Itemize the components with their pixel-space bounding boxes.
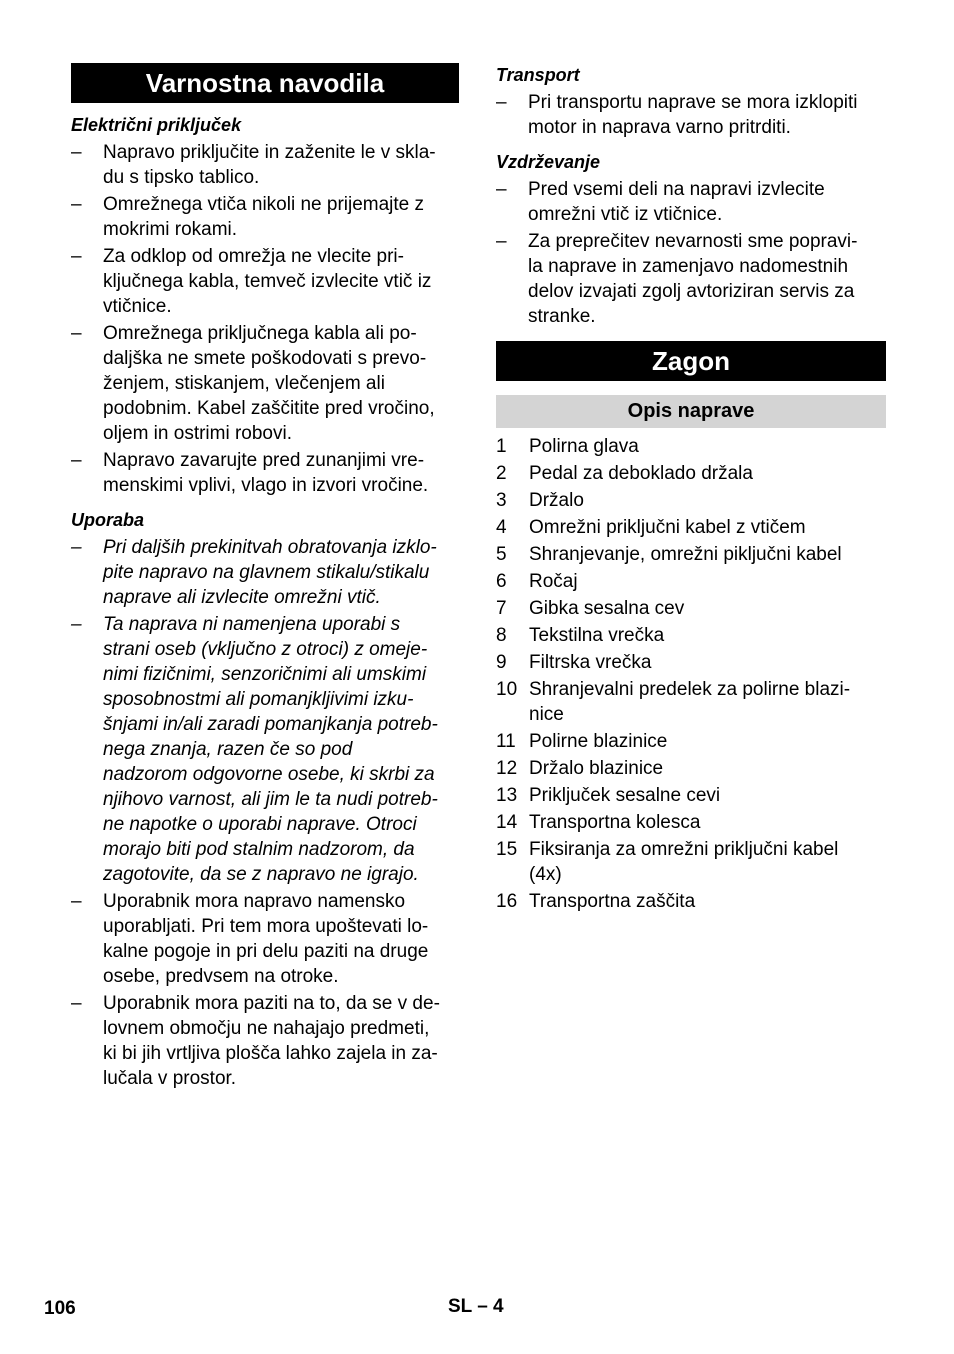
list-item-text: Ta naprava ni namenjena uporabi s strani oseb (vključno z otroci) z omeje- nimi fizičnimi, senzoričnimi ali umskimi sposobnostmi ali pomanjkljivimi izku- šnjami in/ali zaradi pomanjkanja potreb- nega znanja, razen če so pod nadzorom odgovorne osebe, ki skrbi za njihovo varnost, ali jim le ta nudi potreb- ne napotke o uporabi naprave. Otroci morajo biti pod stalnim nadzorom, da zagotovite, da se z napravo ne igrajo.	[103, 614, 438, 885]
list-item	[71, 448, 459, 498]
subheading: Vzdrževanje	[496, 152, 601, 172]
list-item	[71, 889, 459, 989]
part-label: Držalo blazinice	[529, 758, 664, 779]
part-label: Shranjevalni predelek za polirne blazi- nice	[529, 679, 851, 725]
list-item-text: Omrežnega priključnega kabla ali po- daljška ne smete poškodovati s prevo- ženjem, stiskanjem, vlečenjem ali podobnim. Kabel zaščitite pred vročino, oljem in ostrimi robovi.	[103, 323, 435, 444]
list-item	[71, 535, 459, 610]
list-item-text: Omrežnega vtiča nikoli ne prijemajte z mokrimi rokami.	[103, 194, 425, 240]
part-item	[496, 810, 886, 835]
list-item-text: Pri daljših prekinitvah obratovanja izklo- pite napravo na glavnem stikalu/stikalu naprave ali izvlecite omrežni vtič.	[103, 537, 437, 608]
part-label: Omrežni priključni kabel z vtičem	[529, 517, 806, 538]
part-item	[496, 515, 886, 540]
part-number: 1	[496, 436, 507, 457]
dash-marker: –	[71, 246, 82, 267]
left-sections	[71, 113, 459, 1091]
dash-marker: –	[71, 614, 82, 635]
part-item	[496, 783, 886, 808]
part-number: 8	[496, 625, 507, 646]
part-item	[496, 623, 886, 648]
list-item-text: Uporabnik mora paziti na to, da se v de- lovnem območju ne nahajajo predmeti, ki bi jih vrtljiva plošča lahko zajela in za- lučala v prostor.	[103, 993, 440, 1089]
part-number: 16	[496, 891, 518, 912]
part-number: 14	[496, 812, 518, 833]
part-number: 15	[496, 839, 518, 860]
part-label: Fiksiranja za omrežni priključni kabel (4x)	[529, 839, 839, 885]
part-label: Polirna glava	[529, 436, 639, 457]
list-item	[71, 321, 459, 446]
part-item	[496, 488, 886, 513]
list-item-text: Za odklop od omrežja ne vlecite pri- ključnega kabla, temveč izvlecite vtič iz vtičnice.	[103, 246, 432, 317]
section-title-startup: Zagon	[496, 341, 886, 381]
part-label: Pedal za deboklado držala	[529, 463, 753, 484]
dash-marker: –	[496, 92, 507, 113]
part-label: Ročaj	[529, 571, 578, 592]
list-item	[496, 177, 886, 227]
subheading: Uporaba	[71, 510, 145, 530]
part-number: 9	[496, 652, 507, 673]
subsection-banner-device-description: Opis naprave	[496, 395, 886, 428]
left-column	[71, 63, 459, 1093]
part-label: Shranjevanje, omrežni piključni kabel	[529, 544, 842, 565]
dash-marker: –	[71, 891, 82, 912]
part-number: 2	[496, 463, 507, 484]
dash-marker: –	[71, 993, 82, 1014]
part-item	[496, 677, 886, 727]
part-label: Priključek sesalne cevi	[529, 785, 721, 806]
list-item	[71, 192, 459, 242]
part-number: 10	[496, 679, 518, 700]
list-item	[71, 244, 459, 319]
dash-marker: –	[71, 323, 82, 344]
part-item	[496, 729, 886, 754]
dash-marker: –	[71, 142, 82, 163]
bullet-list	[71, 535, 459, 1091]
list-item	[71, 612, 459, 887]
list-item	[496, 90, 886, 140]
part-label: Transportna kolesca	[529, 812, 701, 833]
part-number: 7	[496, 598, 507, 619]
list-item	[71, 991, 459, 1091]
part-item	[496, 434, 886, 459]
bullet-list	[496, 90, 886, 140]
language-page-label: SL – 4	[448, 1296, 504, 1317]
part-item	[496, 889, 886, 914]
part-item	[496, 569, 886, 594]
dash-marker: –	[496, 179, 507, 200]
part-item	[496, 461, 886, 486]
page-number: 106	[44, 1298, 76, 1319]
list-item-text: Za preprečitev nevarnosti sme popravi- la naprave in zamenjavo nadomestnih delov izvajati zgolj avtoriziran servis za stranke.	[528, 231, 858, 327]
bullet-list	[71, 140, 459, 498]
parts-list	[496, 434, 886, 914]
part-label: Gibka sesalna cev	[529, 598, 685, 619]
list-item-text: Pri transportu naprave se mora izklopiti motor in naprava varno pritrditi.	[528, 92, 858, 138]
part-item	[496, 756, 886, 781]
part-number: 11	[496, 731, 516, 752]
bullet-list	[496, 177, 886, 329]
part-label: Transportna zaščita	[529, 891, 696, 912]
subheading: Transport	[496, 65, 580, 85]
list-item	[496, 229, 886, 329]
list-item-text: Napravo zavarujte pred zunanjimi vre- menskimi vplivi, vlago in izvori vročine.	[103, 450, 429, 496]
part-label: Filtrska vrečka	[529, 652, 652, 673]
part-number: 5	[496, 544, 507, 565]
right-column	[496, 63, 886, 916]
dash-marker: –	[71, 537, 82, 558]
list-item-text: Pred vsemi deli na napravi izvlecite omrežni vtič iz vtičnice.	[528, 179, 825, 225]
list-item-text: Uporabnik mora napravo namensko uporabljati. Pri tem mora upoštevati lo- kalne pogoje in pri delu paziti na druge osebe, predvsem na otroke.	[103, 891, 429, 987]
part-number: 4	[496, 517, 507, 538]
part-item	[496, 542, 886, 567]
part-label: Tekstilna vrečka	[529, 625, 665, 646]
subheading: Električni priključek	[71, 115, 242, 135]
part-label: Polirne blazinice	[529, 731, 668, 752]
right-sections	[496, 63, 886, 329]
dash-marker: –	[71, 194, 82, 215]
dash-marker: –	[496, 231, 507, 252]
dash-marker: –	[71, 450, 82, 471]
list-item	[71, 140, 459, 190]
part-item	[496, 650, 886, 675]
part-item	[496, 596, 886, 621]
part-number: 12	[496, 758, 518, 779]
part-item	[496, 837, 886, 887]
part-number: 13	[496, 785, 518, 806]
part-number: 6	[496, 571, 507, 592]
list-item-text: Napravo priključite in zaženite le v skla- du s tipsko tablico.	[103, 142, 436, 188]
part-number: 3	[496, 490, 507, 511]
section-title-safety: Varnostna navodila	[71, 63, 459, 103]
part-label: Držalo	[529, 490, 584, 511]
